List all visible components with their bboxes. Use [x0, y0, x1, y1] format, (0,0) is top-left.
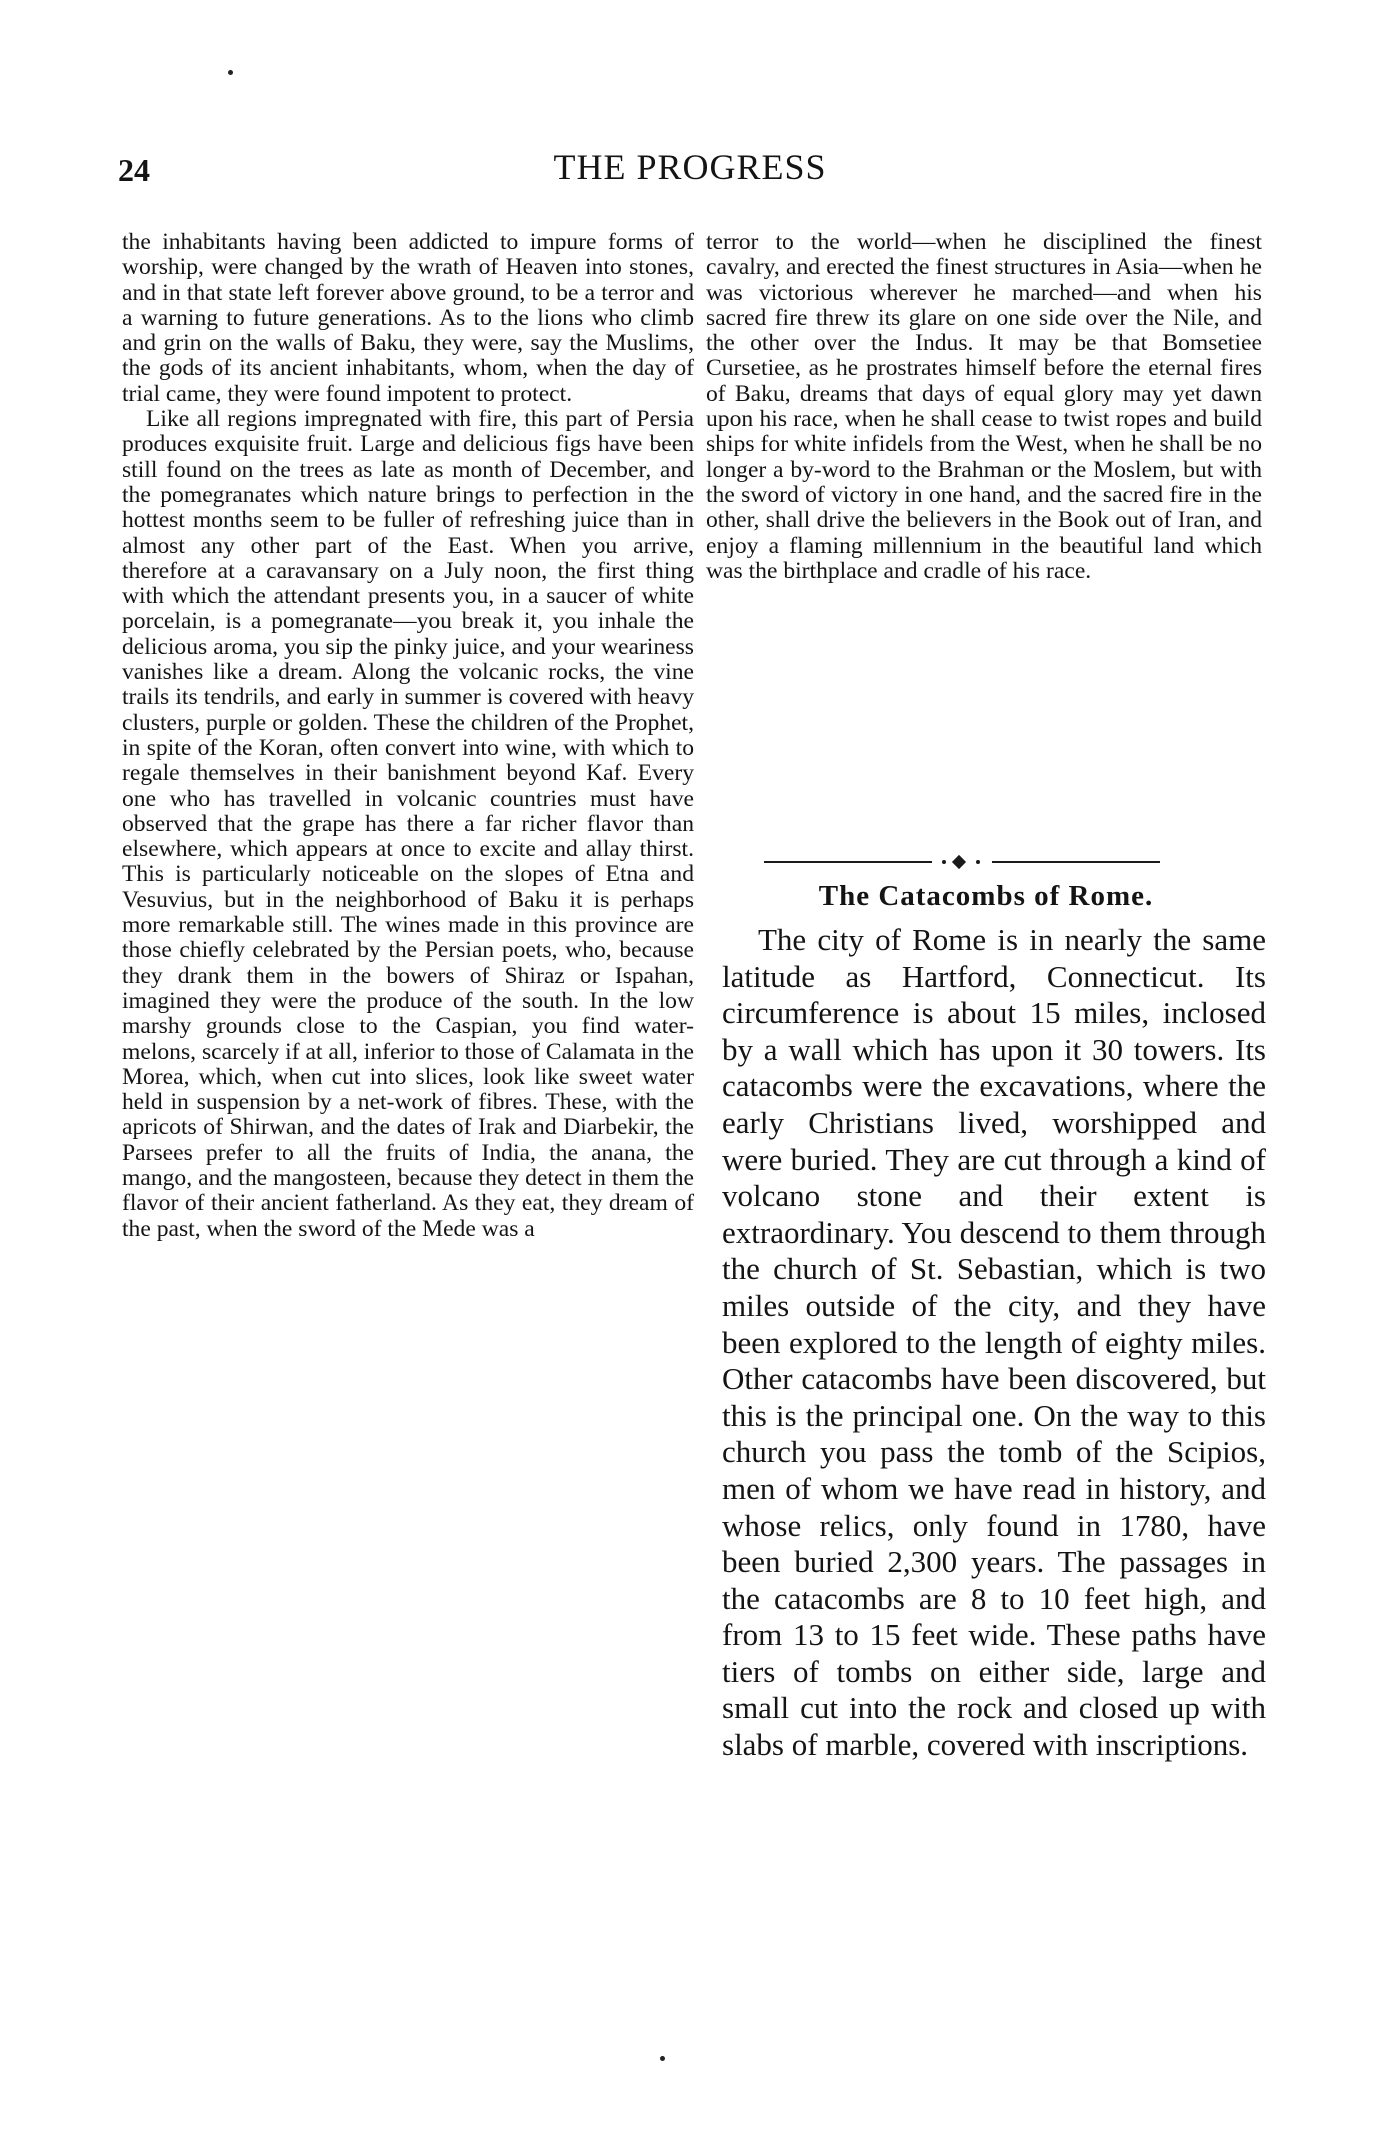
divider-diamond-icon: [952, 855, 966, 869]
print-speck: [660, 2056, 665, 2061]
catacombs-paragraph: The city of Rome is in nearly the same latitude as Hartford, Connecticut. Its circumference is about 15 miles, inclosed by a wall which has upon it 30 towers. Its catacombs were the excavations, where the early Christians lived, worshipped and were buried. They are cut through a kind of volcano stone and their extent is extraordinary. You descend to them through the church of St. Sebastian, which is two miles outside of the city, and they have been explored to the length of eighty miles. Other catacombs have been discovered, but this is the principal one. On the way to this church you pass the tomb of the Scipios, men of whom we have read in history, and whose relics, only found in 1780, have been buried 2,300 years. The passages in the catacombs are 8 to 10 feet high, and from 13 to 15 feet wide. These paths have tiers of tombs on either side, large and small cut into the rock and closed up with slabs of marble, covered with inscriptions.: [722, 922, 1266, 1763]
running-title: THE PROGRESS: [553, 147, 827, 187]
page-number: 24: [118, 152, 150, 188]
divider-line-right: [992, 861, 1160, 863]
print-speck: [228, 70, 233, 75]
section-heading: The Catacombs of Rome.: [818, 880, 1154, 912]
left-column: [122, 230, 694, 1242]
section-divider-ornament: [764, 856, 1160, 868]
right-column-continuation: [706, 230, 1262, 584]
divider-pip: [976, 860, 980, 864]
left-paragraph-2: Like all regions impregnated with fire, this part of Persia produces exquisite fruit. Large and delicious figs have been still found on the trees as late as month of December, and the pomegranates which nature brings to perfection in the hottest months seem to be fuller of refreshing juice than in almost any other part of the East. When you arrive, therefore at a caravansary on a July noon, the first thing with which the attendant presents you, in a saucer of white porcelain, is a pomegranate—you break it, you inhale the delicious aroma, you sip the pinky juice, and your weariness vanishes like a dream. Along the volcanic rocks, the vine trails its tendrils, and early in summer is covered with heavy clusters, purple or golden. These the children of the Prophet, in spite of the Koran, often convert into wine, with which to regale themselves in their banishment beyond Kaf. Every one who has travelled in volcanic countries must have observed that the grape has there a far richer flavor than elsewhere, which appears at once to excite and allay thirst. This is particularly noticeable on the slopes of Etna and Vesuvius, but in the neighborhood of Baku it is perhaps more remarkable still. The wines made in this province are those chiefly celebrated by the Persian poets, who, because they drank them in the bowers of Shiraz or Ispahan, imagined they were the produce of the south. In the low marshy grounds close to the Caspian, you find water-melons, scarcely if at all, inferior to those of Calamata in the Morea, which, when cut into slices, look like sweet water held in suspension by a net-work of fibres. These, with the apricots of Shirwan, and the dates of Irak and Diarbekir, the Parsees prefer to all the fruits of India, the anana, the mango, and the mangosteen, because they detect in them the flavor of their ancient fatherland. As they eat, they dream of the past, when the sword of the Mede was a: [122, 406, 694, 1242]
left-paragraph-1: the inhabitants having been addicted to impure forms of worship, were changed by the wrath of Heaven into stones, and in that state left forever above ground, to be a terror and a warning to future generations. As to the lions who climb and grin on the walls of Baku, they were, say the Muslims, the gods of its ancient inhabitants, whom, when the day of trial came, they were found impotent to protect.: [122, 229, 694, 407]
divider-line-left: [764, 861, 932, 863]
catacombs-article: [722, 922, 1266, 1764]
divider-pip: [942, 860, 946, 864]
right-continuation-paragraph: terror to the world—when he disciplined the finest cavalry, and erected the finest structures in Asia—when he was victorious wherever he marched—and when his sacred fire threw its glare on one side over the Nile, and the other over the Indus. It may be that Bomsetiee Cursetiee, as he prostrates himself before the eternal fires of Baku, dreams that days of equal glory may yet dawn upon his race, when he shall cease to twist ropes and build ships for white infidels from the West, when he shall be no longer a by-word to the Brahman or the Moslem, but with the sword of victory in one hand, and the sacred fire in the other, shall drive the believers in the Book out of Iran, and enjoy a flaming millennium in the beautiful land which was the birthplace and cradle of his race.: [706, 229, 1262, 584]
